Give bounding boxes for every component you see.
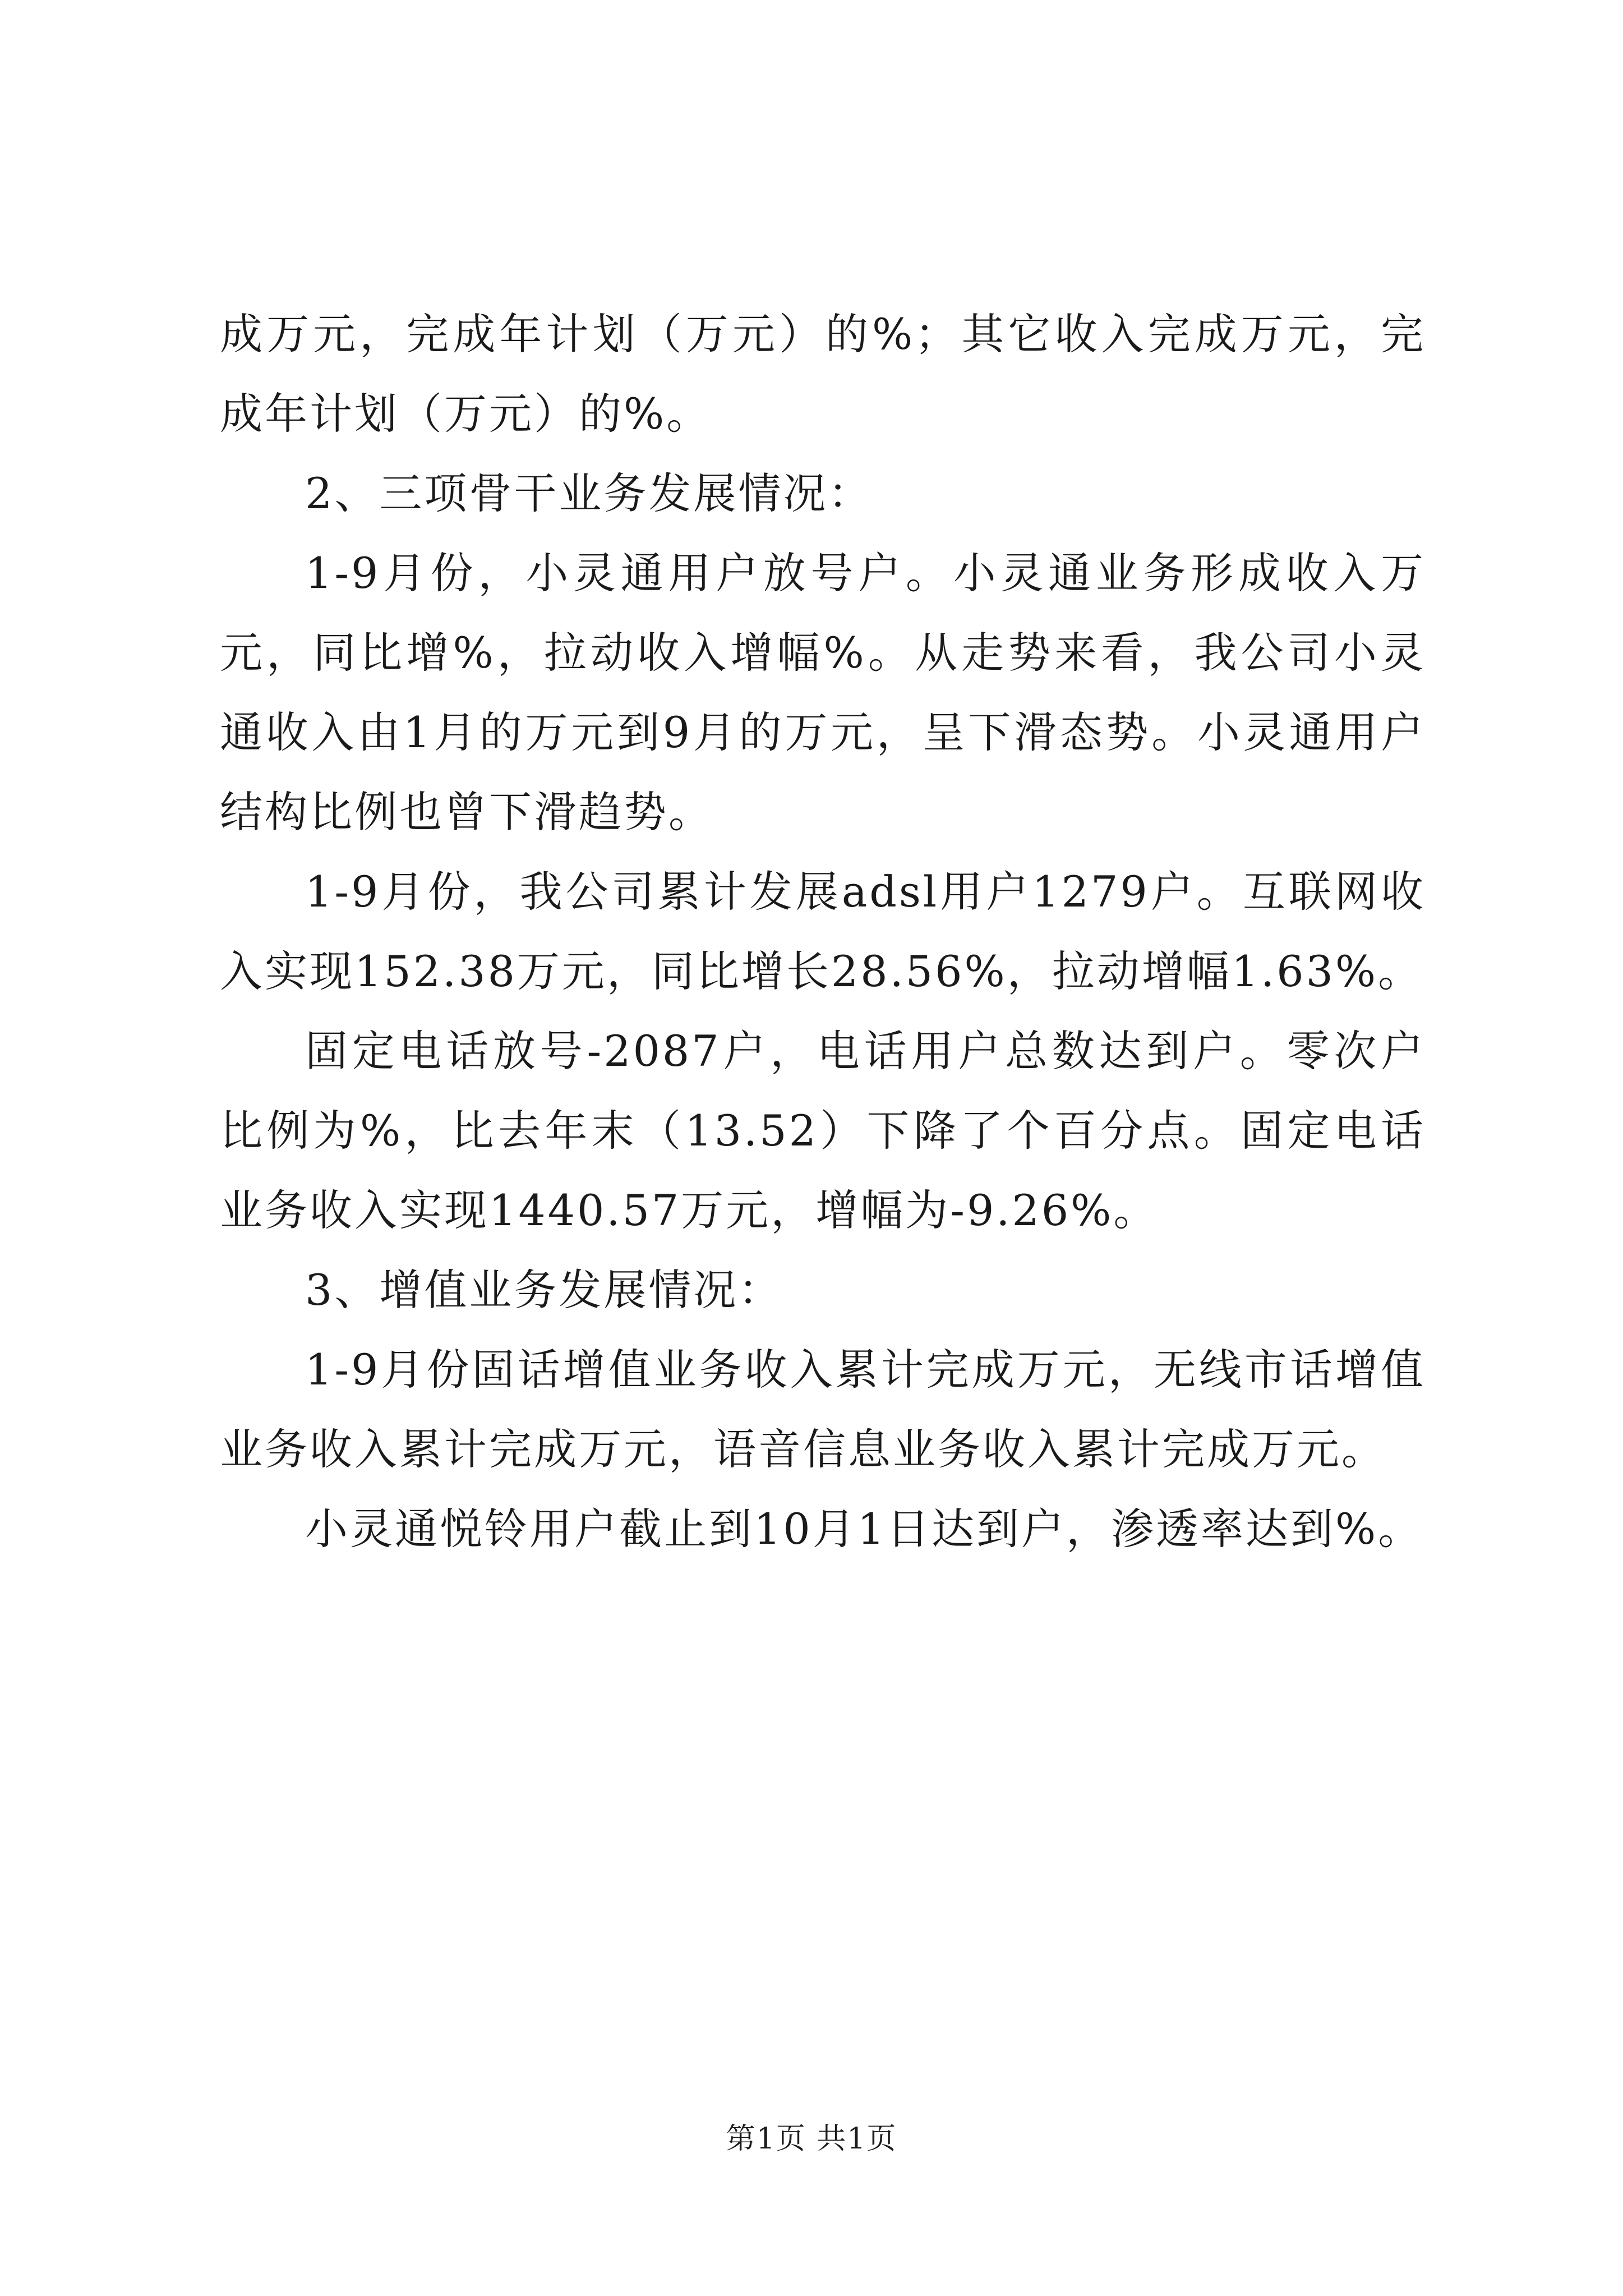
document-body xyxy=(220,295,1426,1569)
section-heading-core-business: 2、三项骨干业务发展情况： xyxy=(305,468,873,518)
paragraph-continuation: 成万元，完成年计划（万元）的%；其它收入完成万元，完成年计划（万元）的%。 xyxy=(220,309,1426,439)
paragraph-phs-business: 1-9月份，小灵通用户放号户。小灵通业务形成收入万元，同比增%，拉动收入增幅%。从走势来看，我公司小灵通收入由1月的万元到9月的万元，呈下滑态势。小灵通用户结构比例也曾下滑趋势。 xyxy=(220,548,1426,837)
page-footer: 第1页 共1页 xyxy=(726,2122,897,2156)
paragraph-fixed-telephone: 固定电话放号-2087户，电话用户总数达到户。零次户比例为%，比去年末（13.52）下降了个百分点。固定电话业务收入实现1440.57万元，增幅为-9.26%。 xyxy=(220,1026,1426,1235)
paragraph-adsl-internet: 1-9月份，我公司累计发展adsl用户1279户。互联网收入实现152.38万元，同比增长28.56%，拉动增幅1.63%。 xyxy=(220,867,1426,996)
section-heading-value-added: 3、增值业务发展情况： xyxy=(305,1265,783,1315)
paragraph-value-added-revenue: 1-9月份固话增值业务收入累计完成万元，无线市话增值业务收入累计完成万元，语音信息业务收入累计完成万元。 xyxy=(220,1345,1426,1474)
paragraph-ringtone-users: 小灵通悦铃用户截止到10月1日达到户，渗透率达到%。 xyxy=(305,1504,1423,1554)
